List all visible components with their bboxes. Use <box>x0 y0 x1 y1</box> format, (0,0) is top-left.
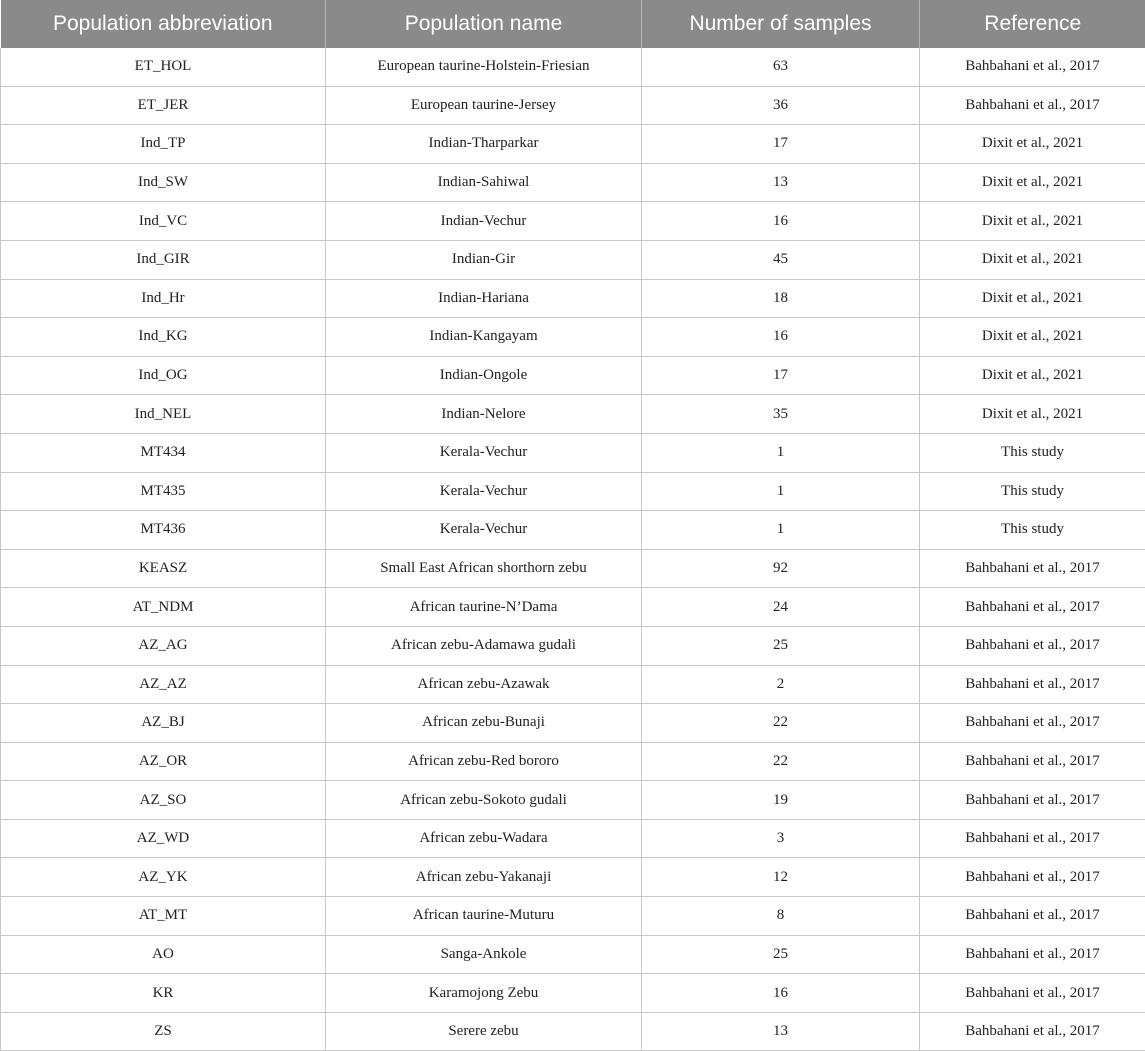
cell-sample-count: 18 <box>642 279 920 318</box>
cell-population-name: Kerala-Vechur <box>326 472 642 511</box>
cell-population-name: Indian-Gir <box>326 240 642 279</box>
cell-reference: Dixit et al., 2021 <box>920 202 1145 241</box>
cell-sample-count: 1 <box>642 511 920 550</box>
cell-reference: Bahbahani et al., 2017 <box>920 626 1145 665</box>
cell-population-name: Serere zebu <box>326 1012 642 1051</box>
cell-reference: Bahbahani et al., 2017 <box>920 742 1145 781</box>
cell-population-name: African taurine-Muturu <box>326 897 642 936</box>
cell-reference: Dixit et al., 2021 <box>920 318 1145 357</box>
cell-abbreviation: AT_MT <box>1 897 326 936</box>
header-population-name: Population name <box>326 0 642 48</box>
table-row <box>1 279 1145 318</box>
table-body <box>1 48 1145 1051</box>
table-row <box>1 472 1145 511</box>
cell-abbreviation: AT_NDM <box>1 588 326 627</box>
cell-reference: Dixit et al., 2021 <box>920 125 1145 164</box>
cell-abbreviation: MT435 <box>1 472 326 511</box>
cell-reference: Bahbahani et al., 2017 <box>920 665 1145 704</box>
cell-abbreviation: AO <box>1 935 326 974</box>
table-row <box>1 549 1145 588</box>
cell-abbreviation: AZ_AG <box>1 626 326 665</box>
cell-abbreviation: ZS <box>1 1012 326 1051</box>
cell-abbreviation: Ind_KG <box>1 318 326 357</box>
cell-sample-count: 16 <box>642 202 920 241</box>
cell-sample-count: 36 <box>642 86 920 125</box>
table-row <box>1 665 1145 704</box>
table-row <box>1 125 1145 164</box>
table-row <box>1 86 1145 125</box>
cell-sample-count: 1 <box>642 472 920 511</box>
cell-population-name: African zebu-Azawak <box>326 665 642 704</box>
cell-population-name: African zebu-Adamawa gudali <box>326 626 642 665</box>
cell-sample-count: 22 <box>642 742 920 781</box>
table-row <box>1 1012 1145 1051</box>
header-number-of-samples: Number of samples <box>642 0 920 48</box>
cell-reference: Bahbahani et al., 2017 <box>920 549 1145 588</box>
cell-population-name: Sanga-Ankole <box>326 935 642 974</box>
cell-population-name: Indian-Kangayam <box>326 318 642 357</box>
cell-sample-count: 24 <box>642 588 920 627</box>
header-reference: Reference <box>920 0 1145 48</box>
cell-population-name: Kerala-Vechur <box>326 511 642 550</box>
cell-abbreviation: MT434 <box>1 433 326 472</box>
cell-population-name: Indian-Ongole <box>326 356 642 395</box>
table-row <box>1 395 1145 434</box>
cell-abbreviation: Ind_NEL <box>1 395 326 434</box>
cell-abbreviation: AZ_AZ <box>1 665 326 704</box>
cell-population-name: African zebu-Wadara <box>326 819 642 858</box>
cell-sample-count: 13 <box>642 163 920 202</box>
table-row <box>1 433 1145 472</box>
cell-population-name: Indian-Vechur <box>326 202 642 241</box>
cell-sample-count: 2 <box>642 665 920 704</box>
table-row <box>1 704 1145 743</box>
table-row <box>1 240 1145 279</box>
table-row <box>1 588 1145 627</box>
cell-abbreviation: Ind_VC <box>1 202 326 241</box>
cell-reference: Dixit et al., 2021 <box>920 240 1145 279</box>
cell-reference: Dixit et al., 2021 <box>920 279 1145 318</box>
cell-reference: Bahbahani et al., 2017 <box>920 858 1145 897</box>
cell-reference: This study <box>920 433 1145 472</box>
cell-population-name: African zebu-Sokoto gudali <box>326 781 642 820</box>
cell-population-name: African zebu-Red bororo <box>326 742 642 781</box>
cell-sample-count: 16 <box>642 974 920 1013</box>
cell-population-name: African zebu-Bunaji <box>326 704 642 743</box>
cell-reference: Bahbahani et al., 2017 <box>920 819 1145 858</box>
table-row <box>1 897 1145 936</box>
table-row <box>1 511 1145 550</box>
cell-sample-count: 25 <box>642 935 920 974</box>
cell-sample-count: 92 <box>642 549 920 588</box>
cell-population-name: African zebu-Yakanaji <box>326 858 642 897</box>
table-row <box>1 742 1145 781</box>
cell-abbreviation: ET_JER <box>1 86 326 125</box>
table-row <box>1 48 1145 86</box>
table-row <box>1 858 1145 897</box>
header-row <box>1 0 1145 48</box>
cell-sample-count: 17 <box>642 125 920 164</box>
cell-reference: This study <box>920 472 1145 511</box>
cell-sample-count: 19 <box>642 781 920 820</box>
cell-reference: Bahbahani et al., 2017 <box>920 588 1145 627</box>
cell-sample-count: 8 <box>642 897 920 936</box>
cell-abbreviation: AZ_BJ <box>1 704 326 743</box>
cell-sample-count: 35 <box>642 395 920 434</box>
cell-reference: This study <box>920 511 1145 550</box>
cell-reference: Bahbahani et al., 2017 <box>920 1012 1145 1051</box>
header-population-abbreviation: Population abbreviation <box>1 0 326 48</box>
table-row <box>1 974 1145 1013</box>
cell-population-name: Kerala-Vechur <box>326 433 642 472</box>
table-row <box>1 626 1145 665</box>
cell-sample-count: 3 <box>642 819 920 858</box>
cell-reference: Bahbahani et al., 2017 <box>920 974 1145 1013</box>
cell-reference: Bahbahani et al., 2017 <box>920 781 1145 820</box>
cell-sample-count: 13 <box>642 1012 920 1051</box>
cell-sample-count: 1 <box>642 433 920 472</box>
cell-sample-count: 17 <box>642 356 920 395</box>
cell-reference: Bahbahani et al., 2017 <box>920 704 1145 743</box>
cell-population-name: European taurine-Jersey <box>326 86 642 125</box>
cell-reference: Bahbahani et al., 2017 <box>920 48 1145 86</box>
cell-reference: Bahbahani et al., 2017 <box>920 86 1145 125</box>
cell-abbreviation: KEASZ <box>1 549 326 588</box>
cell-sample-count: 25 <box>642 626 920 665</box>
cell-reference: Dixit et al., 2021 <box>920 356 1145 395</box>
cell-population-name: Indian-Tharparkar <box>326 125 642 164</box>
cell-population-name: Indian-Hariana <box>326 279 642 318</box>
cell-abbreviation: Ind_Hr <box>1 279 326 318</box>
cell-abbreviation: Ind_TP <box>1 125 326 164</box>
table-row <box>1 202 1145 241</box>
cell-abbreviation: ET_HOL <box>1 48 326 86</box>
table-row <box>1 781 1145 820</box>
cell-abbreviation: AZ_SO <box>1 781 326 820</box>
cell-sample-count: 16 <box>642 318 920 357</box>
table-row <box>1 318 1145 357</box>
cell-sample-count: 12 <box>642 858 920 897</box>
table-row <box>1 356 1145 395</box>
cell-abbreviation: AZ_YK <box>1 858 326 897</box>
cell-population-name: Indian-Nelore <box>326 395 642 434</box>
cell-reference: Bahbahani et al., 2017 <box>920 897 1145 936</box>
cell-abbreviation: Ind_GIR <box>1 240 326 279</box>
cell-sample-count: 45 <box>642 240 920 279</box>
cell-abbreviation: MT436 <box>1 511 326 550</box>
cell-reference: Dixit et al., 2021 <box>920 163 1145 202</box>
table-row <box>1 163 1145 202</box>
cell-population-name: European taurine-Holstein-Friesian <box>326 48 642 86</box>
cell-abbreviation: KR <box>1 974 326 1013</box>
cell-population-name: African taurine-N’Dama <box>326 588 642 627</box>
cell-reference: Bahbahani et al., 2017 <box>920 935 1145 974</box>
table-row <box>1 935 1145 974</box>
cell-abbreviation: AZ_WD <box>1 819 326 858</box>
cell-population-name: Small East African shorthorn zebu <box>326 549 642 588</box>
table-row <box>1 819 1145 858</box>
cell-sample-count: 63 <box>642 48 920 86</box>
cell-population-name: Indian-Sahiwal <box>326 163 642 202</box>
cell-abbreviation: Ind_OG <box>1 356 326 395</box>
cell-sample-count: 22 <box>642 704 920 743</box>
cell-abbreviation: Ind_SW <box>1 163 326 202</box>
cell-abbreviation: AZ_OR <box>1 742 326 781</box>
cell-population-name: Karamojong Zebu <box>326 974 642 1013</box>
cell-reference: Dixit et al., 2021 <box>920 395 1145 434</box>
